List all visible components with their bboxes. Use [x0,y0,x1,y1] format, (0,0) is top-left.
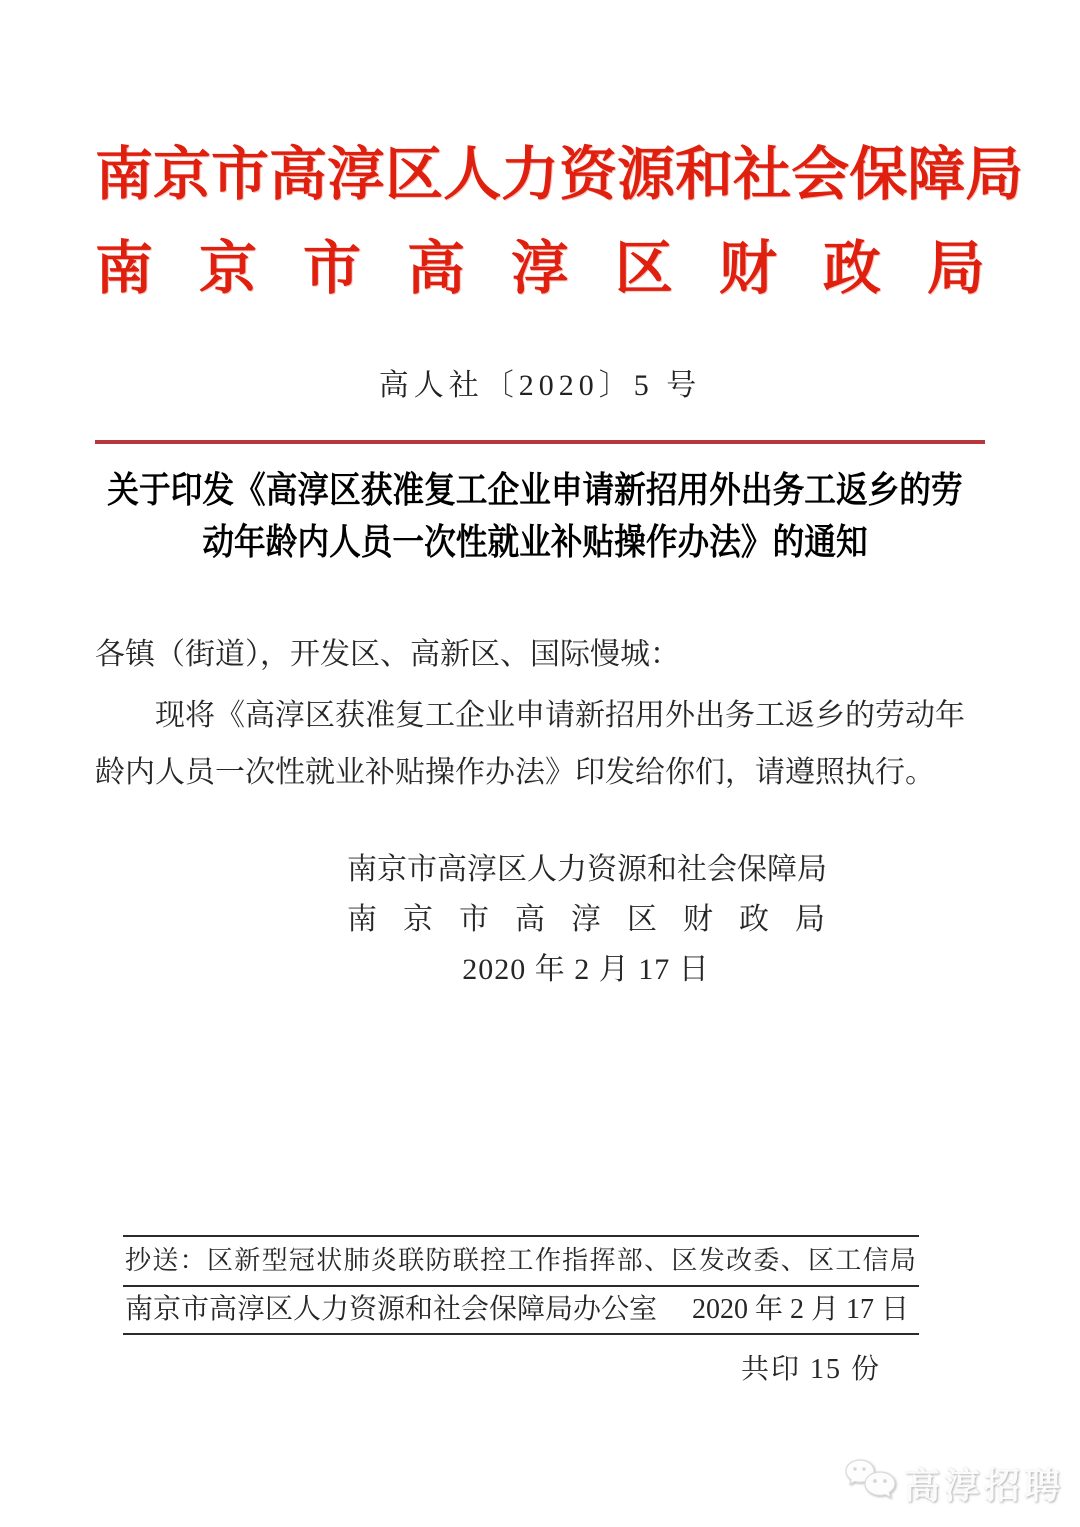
salutation: 各镇（街道），开发区、高新区、国际慢城： [95,638,680,671]
letterhead-line-1: 南 京 市 高 淳 区 人 力 资 源 和 社 会 保 障 局 [95,142,1024,207]
cc-block [123,1235,919,1387]
signature-org-2: 南 京 市 高 淳 区 财 政 局 [347,903,825,936]
wechat-icon [844,1458,896,1509]
cc-row: 抄送：区新型冠状肺炎联防联控工作指挥部、区发改委、区工信局 [123,1235,919,1287]
issuing-office-row [123,1287,919,1335]
document-number: 高人社〔2020〕5 号 [378,369,702,402]
watermark-label: 高淳招聘 [903,1465,1064,1506]
signature-block [347,845,825,995]
signature-org-1: 南 京 市 高 淳 区 人 力 资 源 和 社 会 保 障 局 [347,853,827,886]
notice-title-wrap [104,464,966,568]
letterhead-line-2: 南 京 市 高 淳 区 财 政 局 [95,236,985,301]
red-divider [95,440,985,444]
signature-date: 2020 年 2 月 17 日 [462,953,710,986]
issuing-office: 南京市高淳区人力资源和社会保障局办公室 [125,1294,658,1325]
notice-title: 关于印发《高淳区获准复工企业申请新招用外出务工返乡的劳动年龄内人员一次性就业补贴操作办法》的通知 [107,470,963,562]
copies-count: 共印 15 份 [740,1354,881,1385]
print-date: 2020 年 2 月 17 日 [691,1294,909,1325]
body-paragraph: 现将《高淳区获准复工企业申请新招用外出务工返乡的劳动年龄内人员一次性就业补贴操作办法》印发给你们，请遵照执行。 [95,699,965,789]
document-body [95,626,985,801]
watermark [844,1458,1064,1509]
letterhead [95,0,1024,308]
